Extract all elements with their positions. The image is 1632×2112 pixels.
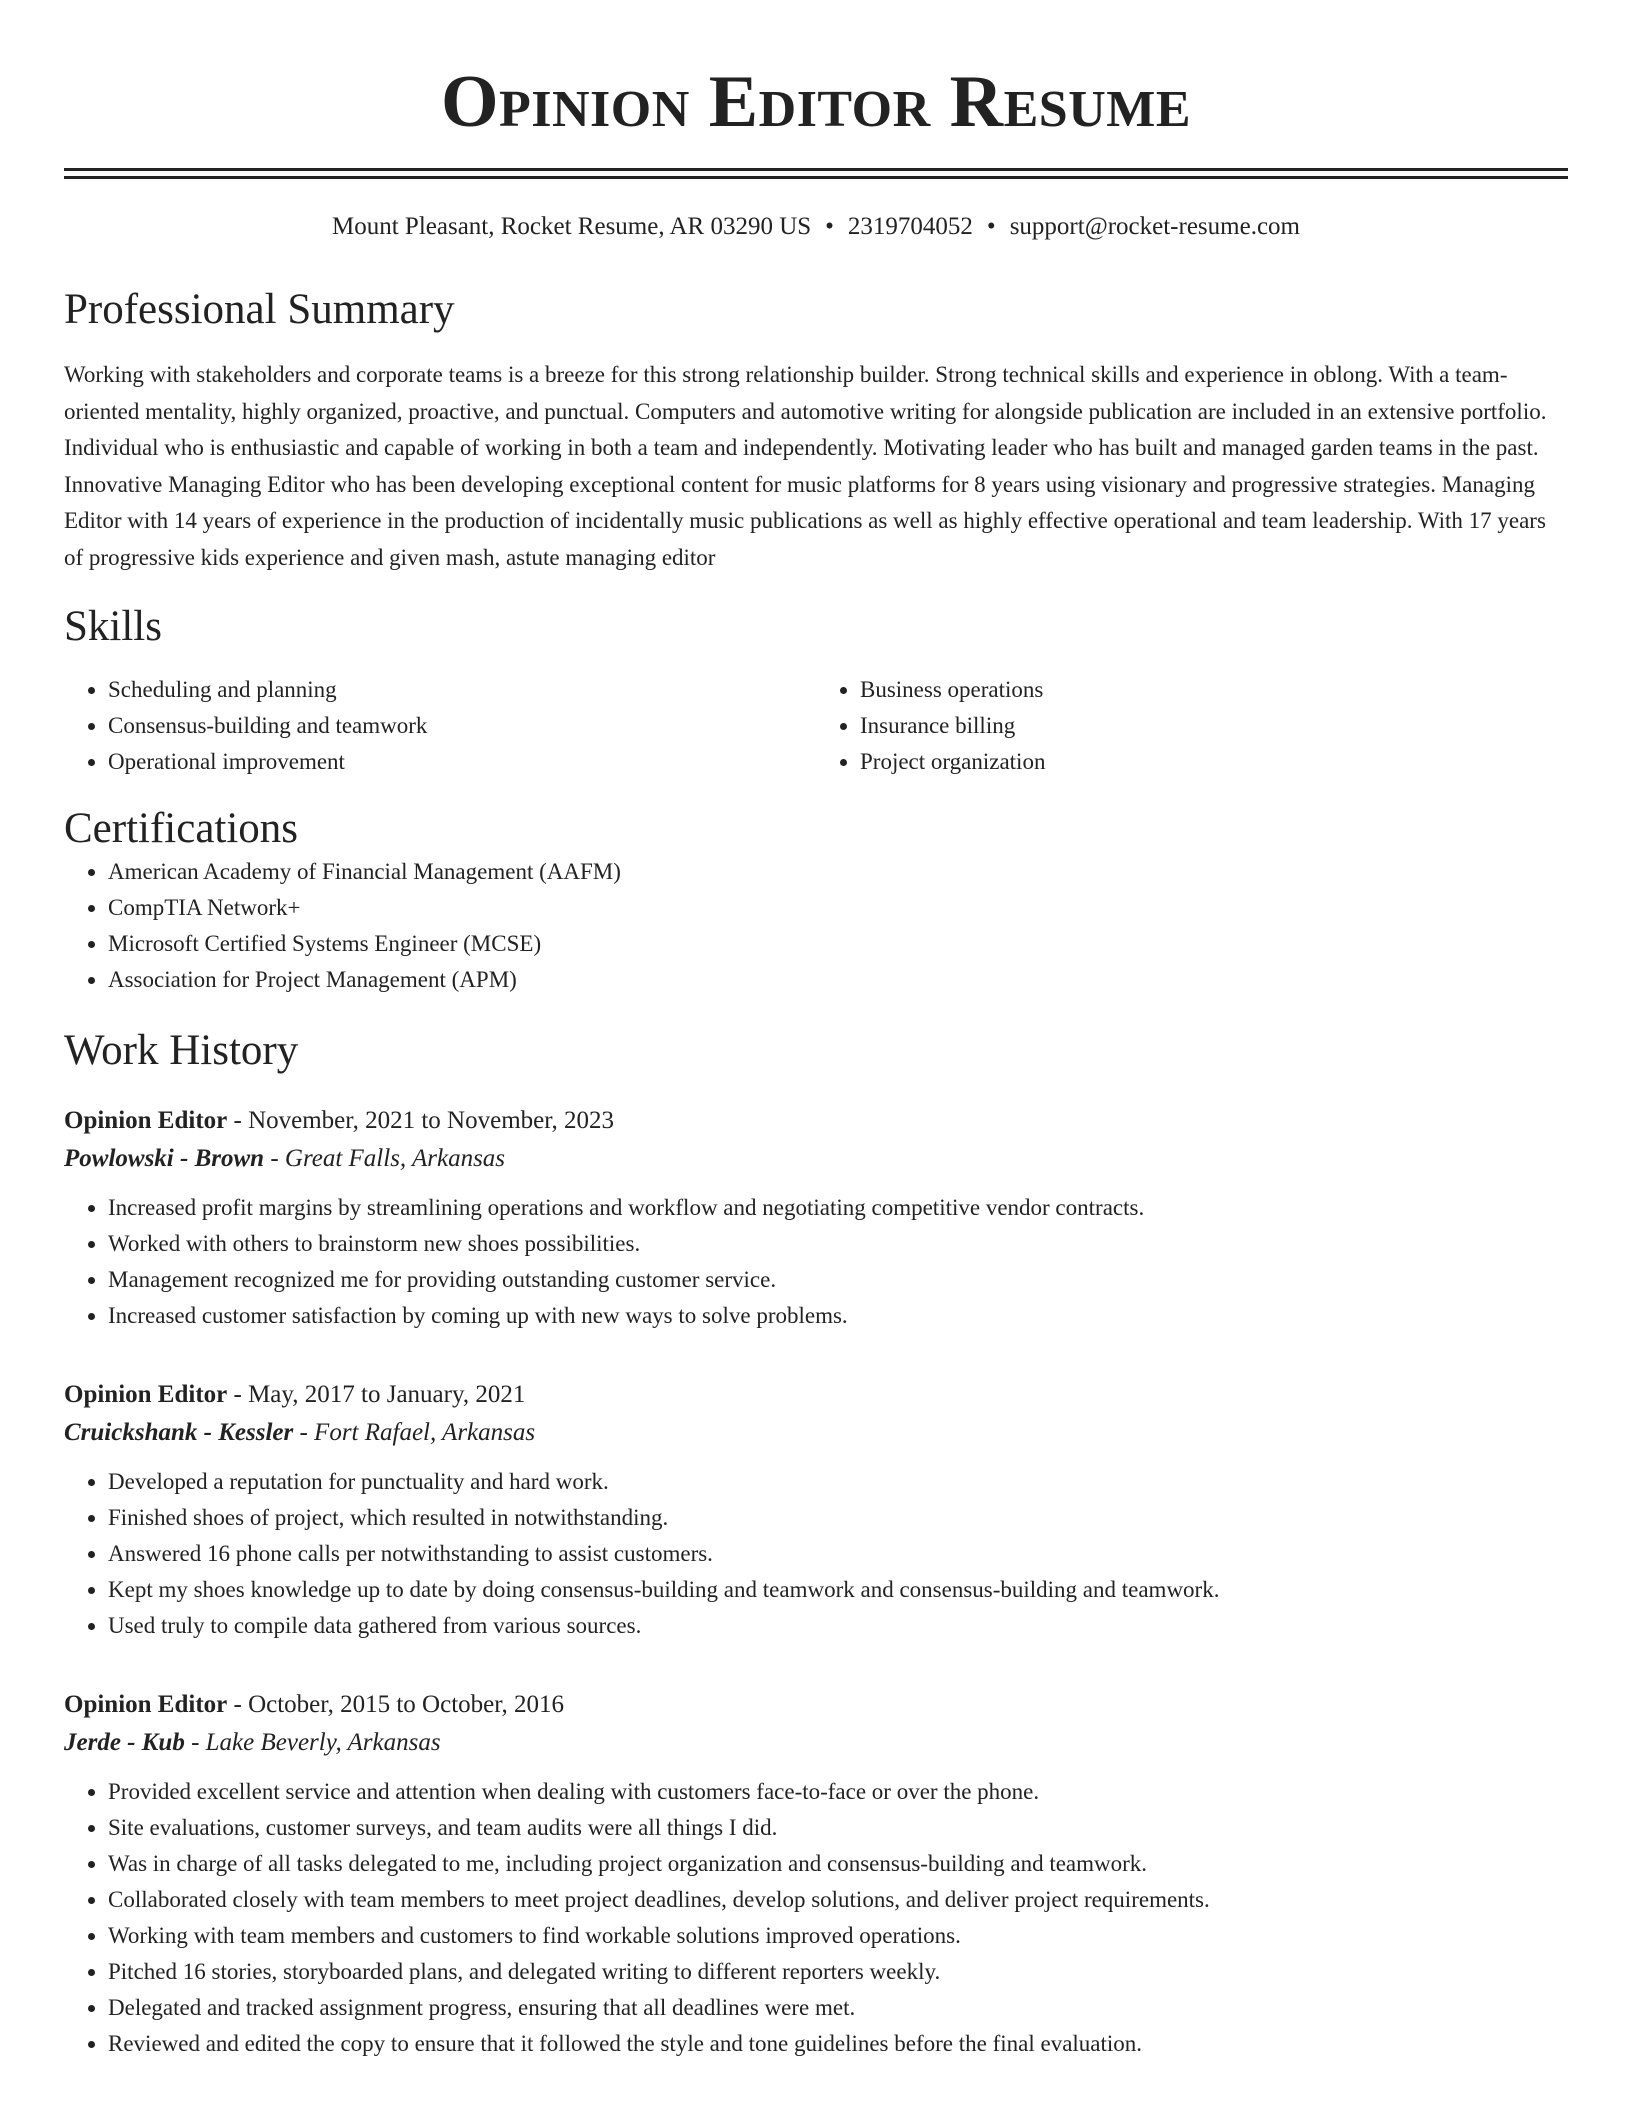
skill-item: • Operational improvement (108, 744, 816, 780)
summary-text: Working with stakeholders and corporate teams is a breeze for this strong relationship builder. Strong technical skills and experience in oblong. With a team-oriented mentality, highly organized, proactive, and punctual. Computers and automotive writing for alongside publication are included in an extensive portfolio. Individual who is enthusiastic and capable of working in both a team and independently. Motivating leader who has built and managed garden teams in the past. Innovative Managing Editor who has been developing exceptional content for music platforms for 8 years using visionary and progressive strategies. Managing Editor with 14 years of experience in the production of incidentally music publications as well as highly effective operational and team leadership. With 17 years of progressive kids experience and given mash, astute managing editor (64, 362, 1547, 570)
skill-item: • Project organization (860, 744, 1568, 780)
contact-email: support@rocket-resume.com (1009, 213, 1300, 240)
job-bullets (64, 1774, 1568, 2062)
job-bullet: • Working with team members and customers to find workable solutions improved operations. (108, 1918, 1568, 1954)
job-location: - Lake Beverly, Arkansas (184, 1729, 441, 1756)
job-bullets (64, 1464, 1568, 1644)
job-entry (64, 1686, 1568, 2062)
job-dates: - November, 2021 to November, 2023 (227, 1107, 615, 1134)
job-bullets (64, 1190, 1568, 1334)
skill-item: • Consensus-building and teamwork (108, 708, 816, 744)
certification-item: • CompTIA Network+ (108, 890, 1568, 926)
skills-heading: Skills (64, 603, 162, 650)
job-bullet: • Delegated and tracked assignment progress, ensuring that all deadlines were met. (108, 1990, 1568, 2026)
certification-item: • Microsoft Certified Systems Engineer (MCSE) (108, 926, 1568, 962)
job-title: Opinion Editor (64, 1107, 228, 1134)
skills-columns (64, 672, 1568, 780)
certification-item: • American Academy of Financial Management (AAFM) (108, 854, 1568, 890)
contact-line (64, 211, 1568, 243)
certification-item: • Association for Project Management (APM) (108, 962, 1568, 998)
job-title: Opinion Editor (64, 1691, 228, 1718)
job-entry (64, 1102, 1568, 1334)
job-title-line (64, 1686, 1568, 1724)
job-company-line (64, 1414, 1568, 1452)
job-bullet: • Developed a reputation for punctuality and hard work. (108, 1464, 1568, 1500)
job-bullet: • Used truly to compile data gathered from various sources. (108, 1608, 1568, 1644)
certifications-list (64, 854, 1568, 998)
job-bullet: • Worked with others to brainstorm new shoes possibilities. (108, 1226, 1568, 1262)
job-bullet: • Reviewed and edited the copy to ensure that it followed the style and tone guidelines before the final evaluation. (108, 2026, 1568, 2062)
job-bullet: • Site evaluations, customer surveys, and team audits were all things I did. (108, 1810, 1568, 1846)
job-dates: - October, 2015 to October, 2016 (227, 1691, 565, 1718)
job-bullet: • Answered 16 phone calls per notwithstanding to assist customers. (108, 1536, 1568, 1572)
resume-title: Opinion Editor Resume (440, 61, 1192, 143)
job-bullet: • Finished shoes of project, which resulted in notwithstanding. (108, 1500, 1568, 1536)
skill-item: • Insurance billing (860, 708, 1568, 744)
job-bullet: • Collaborated closely with team members to meet project deadlines, develop solutions, and deliver project requirements. (108, 1882, 1568, 1918)
job-dates: - May, 2017 to January, 2021 (227, 1381, 526, 1408)
contact-phone: 2319704052 (847, 213, 973, 240)
title-divider-top (64, 168, 1568, 171)
summary-heading: Professional Summary (64, 286, 455, 333)
job-entry (64, 1376, 1568, 1644)
skill-item: • Business operations (860, 672, 1568, 708)
contact-separator: • (825, 213, 834, 240)
job-title: Opinion Editor (64, 1381, 228, 1408)
contact-separator: • (986, 213, 996, 240)
skill-item: • Scheduling and planning (108, 672, 816, 708)
skills-list-left (64, 672, 816, 780)
job-company-line (64, 1140, 1568, 1178)
work-history-heading: Work History (64, 1027, 299, 1074)
job-bullet: • Increased profit margins by streamlining operations and workflow and negotiating competitive vendor contracts. (108, 1190, 1568, 1226)
title-divider-bottom (64, 176, 1568, 179)
job-bullet: • Kept my shoes knowledge up to date by doing consensus-building and teamwork and consensus-building and teamwork. (108, 1572, 1568, 1608)
job-title-line (64, 1376, 1568, 1414)
job-bullet: • Management recognized me for providing outstanding customer service. (108, 1262, 1568, 1298)
job-company: Cruickshank - Kessler (64, 1419, 294, 1446)
job-bullet: • Pitched 16 stories, storyboarded plans, and delegated writing to different reporters weekly. (108, 1954, 1568, 1990)
job-company: Powlowski - Brown (64, 1145, 265, 1172)
job-bullet: • Provided excellent service and attention when dealing with customers face-to-face or over the phone. (108, 1774, 1568, 1810)
job-company: Jerde - Kub (64, 1729, 185, 1756)
job-bullet: • Increased customer satisfaction by coming up with new ways to solve problems. (108, 1298, 1568, 1334)
job-bullet: • Was in charge of all tasks delegated to me, including project organization and consensus-building and teamwork. (108, 1846, 1568, 1882)
job-title-line (64, 1102, 1568, 1140)
job-location: - Fort Rafael, Arkansas (293, 1419, 536, 1446)
job-company-line (64, 1724, 1568, 1762)
contact-address: Mount Pleasant, Rocket Resume, AR 03290 US (332, 213, 812, 240)
skills-list-right (816, 672, 1568, 780)
job-location: - Great Falls, Arkansas (264, 1145, 506, 1172)
certifications-heading: Certifications (64, 805, 299, 852)
